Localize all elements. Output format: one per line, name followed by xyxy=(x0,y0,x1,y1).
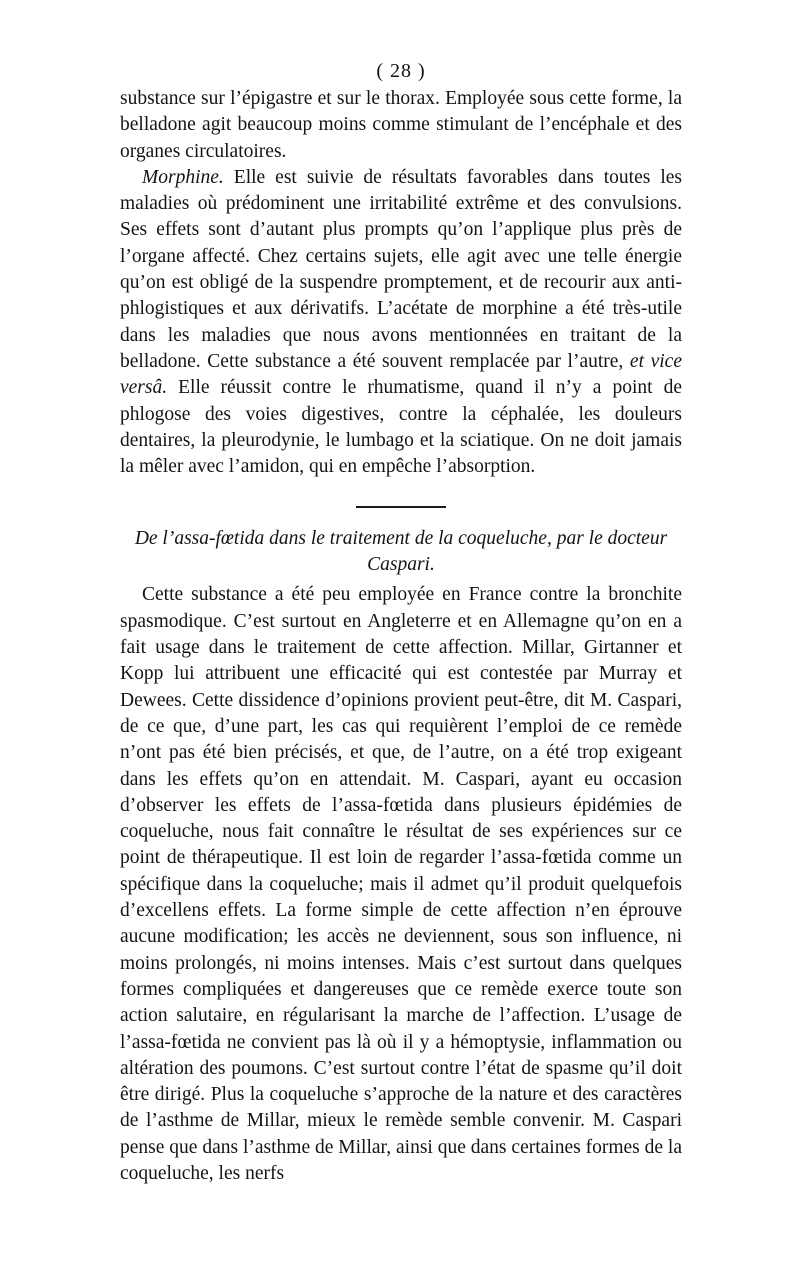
morphine-text-after-italic: Elle réussit contre le rhumatisme, quand il n’y a point de phlogose des voies digestives, contre la céphalée, les douleurs dentaires, la pleurodynie, le lumbago et la sciatique. On ne doit jamais la mêler avec l’amidon, qui en empêche l’absorption. xyxy=(120,377,682,478)
morphine-paragraph xyxy=(120,165,682,481)
document-page xyxy=(120,58,682,1187)
section-separator xyxy=(356,506,446,508)
morphine-lead-in: Morphine. xyxy=(142,166,224,188)
article-title: De l’assa-fœtida dans le traitement de la coqueluche, par le docteur Caspari. xyxy=(134,528,668,576)
intro-paragraph: substance sur l’épigastre et sur le thorax. Employée sous cette forme, la belladone agit beaucoup moins comme stimulant de l’encéphale et des organes circulatoires. xyxy=(120,88,682,162)
morphine-text-before-italic: Elle est suivie de résultats favorables dans toutes les maladies où prédominent une irritabilité extrême et des convulsions. Ses effets sont d’autant plus prompts qu’on l’applique plus près de l’organe affecté. Chez certains sujets, elle agit avec une telle énergie qu’on est obligé de la suspendre promptement, et de recourir aux anti-phlogistiques et aux dérivatifs. L’acétate de morphine a été très-utile dans les maladies que nous avons mentionnées en traitant de la belladone. Cette substance a été souvent remplacée par l’autre, xyxy=(120,166,682,372)
article-body: Cette substance a été peu employée en France contre la bronchite spasmodique. C’est surtout en Angleterre et en Allemagne qu’on en a fait usage dans le traitement de cette affection. Millar, Girtanner et Kopp lui attribuent une efficacité qui est contestée par Murray et Dewees. Cette dissidence d’opinions provient peut-être, dit M. Caspari, de ce que, d’une part, les cas qui requièrent l’emploi de ce remède n’ont pas été bien précisés, et que, de l’autre, on a été trop exigeant dans les effets qu’on en attendait. M. Caspari, ayant eu occasion d’observer les effets de l’assa-fœtida dans plusieurs épidémies de coqueluche, nous fait connaître le résultat de ses expériences sur ce point de thérapeutique. Il est loin de regarder l’assa-fœtida comme un spécifique dans la coqueluche; mais il admet qu’il produit quelquefois d’excellens effets. La forme simple de cette affection n’en éprouve aucune modification; les accès ne deviennent, sous son influence, ni moins prolongés, ni moins intenses. Mais c’est surtout dans quelques formes compliquées et dangereuses que ce remède exerce toute son action salutaire, en régularisant la marche de l’affection. L’usage de l’assa-fœtida ne convient pas là où il y a hémoptysie, inflammation ou altération des poumons. C’est surtout contre l’état de spasme qu’il doit être dirigé. Plus la coqueluche s’approche de la nature et des caractères de l’asthme de Millar, mieux le remède semble convenir. M. Caspari pense que dans l’asthme de Millar, ainsi que dans certaines formes de la coqueluche, les nerfs xyxy=(120,584,682,1184)
morphine-italic-phrase: et vice versâ. xyxy=(120,350,682,399)
page-number: ( 28 ) xyxy=(376,60,426,82)
